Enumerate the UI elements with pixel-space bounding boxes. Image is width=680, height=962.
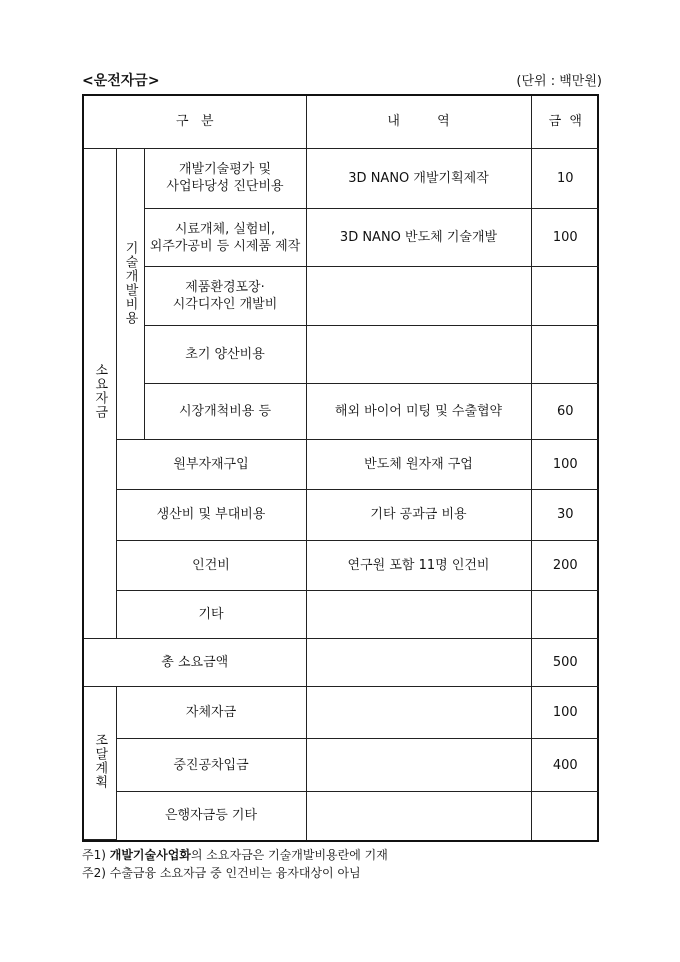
row-label: 중진공차입금 [116,739,306,791]
table-row [84,687,599,739]
table-row [84,739,599,791]
group-required-funds-label: 소요자금 [92,362,108,419]
table-row [84,590,599,638]
table-row [84,440,599,490]
group-dev-costs [116,148,144,439]
total-label: 총 소요금액 [84,638,306,686]
row-label: 생산비 및 부대비용 [116,490,306,540]
row-detail: 반도체 원자재 구업 [306,440,531,490]
row-amount [531,325,599,383]
total-row [84,638,599,686]
unit-label: (단위 : 백만원) [516,74,602,89]
footnotes [82,846,388,882]
table-row [84,148,599,208]
row-amount: 100 [531,209,599,267]
row-detail: 기타 공과금 비용 [306,490,531,540]
header-detail: 내 역 [306,96,531,148]
row-amount: 10 [531,148,599,208]
row-detail: 3D NANO 반도체 기술개발 [306,209,531,267]
row-amount: 200 [531,540,599,590]
row-amount [531,267,599,325]
row-label: 인건비 [116,540,306,590]
group-dev-costs-label: 기술개발비용 [122,240,138,325]
row-detail [306,325,531,383]
header-category: 구 분 [84,96,306,148]
row-amount: 400 [531,739,599,791]
row-amount: 60 [531,383,599,439]
section-title: <운전자금> [82,73,160,89]
row-detail [306,687,531,739]
footnote-1-bold: 개발기술사업화 [109,848,191,862]
row-label: 제품환경포장· 시각디자인 개발비 [144,267,306,325]
row-amount: 100 [531,440,599,490]
table-row [84,325,599,383]
row-amount [531,791,599,839]
total-detail [306,638,531,686]
table-header-row [84,96,599,148]
total-amount: 500 [531,638,599,686]
row-detail: 연구원 포함 11명 인건비 [306,540,531,590]
row-detail [306,739,531,791]
row-amount [531,590,599,638]
row-label: 초기 양산비용 [144,325,306,383]
group-funding-plan [84,687,116,840]
row-detail [306,267,531,325]
table-row [84,490,599,540]
row-detail [306,791,531,839]
row-amount: 30 [531,490,599,540]
header-amount: 금 액 [531,96,599,148]
row-amount: 100 [531,687,599,739]
table-row [84,209,599,267]
table-row [84,267,599,325]
table-row [84,540,599,590]
table-row [84,383,599,439]
table-row [84,791,599,839]
page-header [82,70,602,92]
row-label: 시장개척비용 등 [144,383,306,439]
footnote-1: 주1) 개발기술사업화의 소요자금은 기술개발비용란에 기재 [82,848,388,862]
row-label: 시료개체, 실험비, 외주가공비 등 시제품 제작 [144,209,306,267]
row-label: 자체자금 [116,687,306,739]
row-detail: 해외 바이어 미팅 및 수출협약 [306,383,531,439]
group-funding-plan-label: 조달계획 [92,732,108,789]
row-detail: 3D NANO 개발기획제작 [306,148,531,208]
row-detail [306,590,531,638]
footnote-2: 주2) 수출금융 소요자금 중 인건비는 융자대상이 아님 [82,866,361,880]
group-required-funds [84,148,116,638]
row-label: 원부자재구입 [116,440,306,490]
row-label: 은행자금등 기타 [116,791,306,839]
working-capital-table [82,94,599,842]
row-label: 개발기술평가 및 사업타당성 진단비용 [144,148,306,208]
row-label: 기타 [116,590,306,638]
